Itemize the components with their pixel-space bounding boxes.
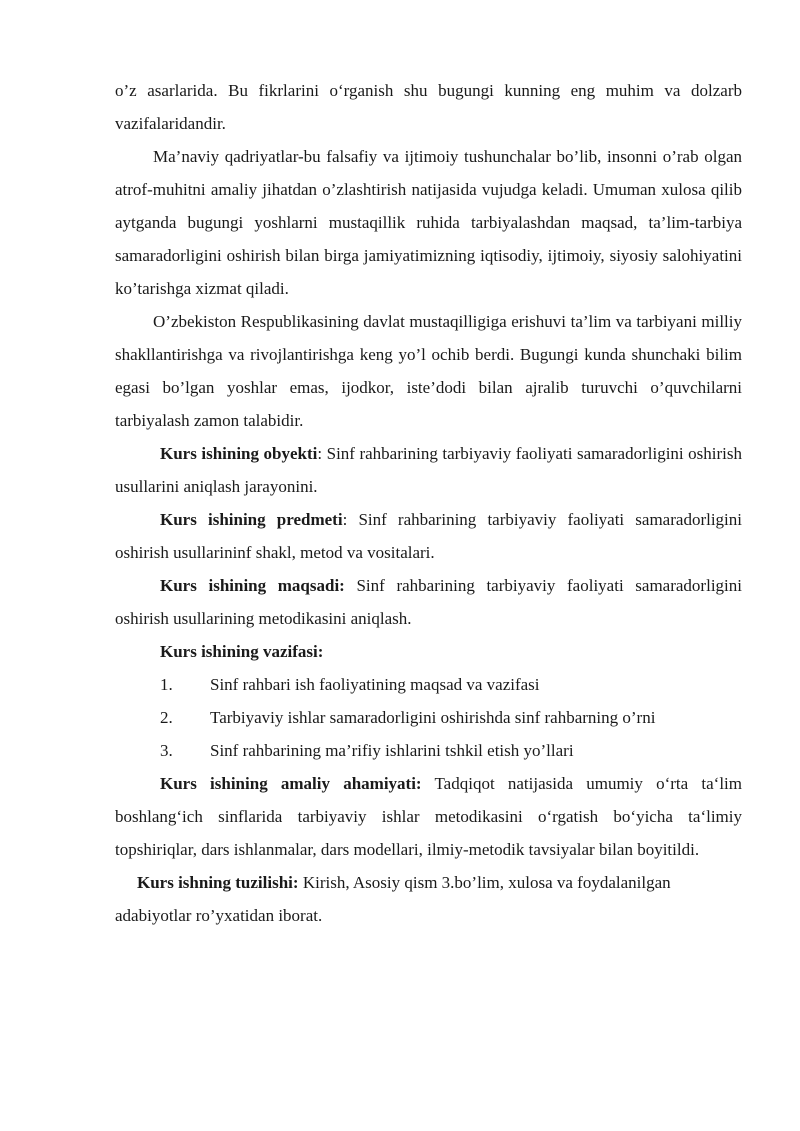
tasks-list: [115, 668, 742, 767]
subject-text: : Sinf rahbarining tarbiyaviy faoliyati samaradorligini oshirish usullarininf shakl, metod va vositalari.: [115, 510, 742, 562]
list-item-number: 3.: [160, 741, 173, 760]
goal-text: Sinf rahbarining tarbiyaviy faoliyati samaradorligini oshirish usullarining metodikasini aniqlash.: [115, 576, 742, 628]
structure-text: Kirish, Asosiy qism 3.bo’lim, xulosa va foydalanilgan adabiyotlar ro’yxatidan iborat.: [115, 873, 671, 925]
object-text: : Sinf rahbarining tarbiyaviy faoliyati samaradorligini oshirish usullarini aniqlash jarayonini.: [115, 444, 742, 496]
paragraph-tasks: [115, 635, 742, 668]
paragraph-intro-continuation: o’z asarlarida. Bu fikrlarini o‘rganish shu bugungi kunning eng muhim va dolzarb vazifalaridandir.: [115, 81, 742, 133]
structure-label: Kurs ishning tuzilishi:: [137, 873, 299, 892]
list-item: [115, 734, 742, 767]
list-item-text: Tarbiyaviy ishlar samaradorligini oshirishda sinf rahbarning o’rni: [210, 708, 656, 727]
list-item: [115, 668, 742, 701]
paragraph-goal: [115, 569, 742, 635]
tasks-label: Kurs ishining vazifasi:: [160, 642, 324, 661]
list-item-number: 1.: [160, 675, 173, 694]
significance-text: Tadqiqot natijasida umumiy o‘rta ta‘lim boshlang‘ich sinflarida tarbiyaviy ishlar metodikasini o‘rgatish bo‘yicha ta‘limiy topshiriqlar, dars ishlanmalar, dars modellari, ilmiy-metodik tavsiyalar bilan boyitildi.: [115, 774, 742, 859]
paragraph-independence: O’zbekiston Respublikasining davlat mustaqilligiga erishuvi ta’lim va tarbiyani milliy shakllantirishga va rivojlantirishga keng yo’l ochib berdi. Bugungi kunda shunchaki bilim egasi bo’lgan yoshlar emas, ijodkor, iste’dodi bilan ajralib turuvchi o’quvchilarni tarbiyalash zamon talabidir.: [115, 312, 742, 430]
list-item-text: Sinf rahbari ish faoliyatining maqsad va vazifasi: [210, 675, 540, 694]
subject-label: Kurs ishining predmeti: [160, 510, 343, 529]
goal-label: Kurs ishining maqsadi:: [160, 576, 345, 595]
paragraph-significance: [115, 767, 742, 866]
paragraph-values: Ma’naviy qadriyatlar-bu falsafiy va ijtimoiy tushunchalar bo’lib, insonni o’rab olgan atrof-muhitni amaliy jihatdan o’zlashtirish natijasida vujudga keladi. Umuman xulosa qilib aytganda bugungi yoshlarni mustaqillik ruhida tarbiyalashdan maqsad, ta’lim-tarbiya samaradorligini oshirish bilan birga jamiyatimizning iqtisodiy, ijtimoiy, siyosiy salohiyatini ko’tarishga xizmat qiladi.: [115, 147, 742, 298]
significance-label: Kurs ishining amaliy ahamiyati:: [160, 774, 422, 793]
paragraph-subject: [115, 503, 742, 569]
list-item-text: Sinf rahbarining ma’rifiy ishlarini tshkil etish yo’llari: [210, 741, 574, 760]
paragraph-object: [115, 437, 742, 503]
list-item: [115, 701, 742, 734]
object-label: Kurs ishining obyekti: [160, 444, 318, 463]
paragraph-structure: [115, 866, 742, 932]
list-item-number: 2.: [160, 708, 173, 727]
document-page: [115, 74, 742, 932]
